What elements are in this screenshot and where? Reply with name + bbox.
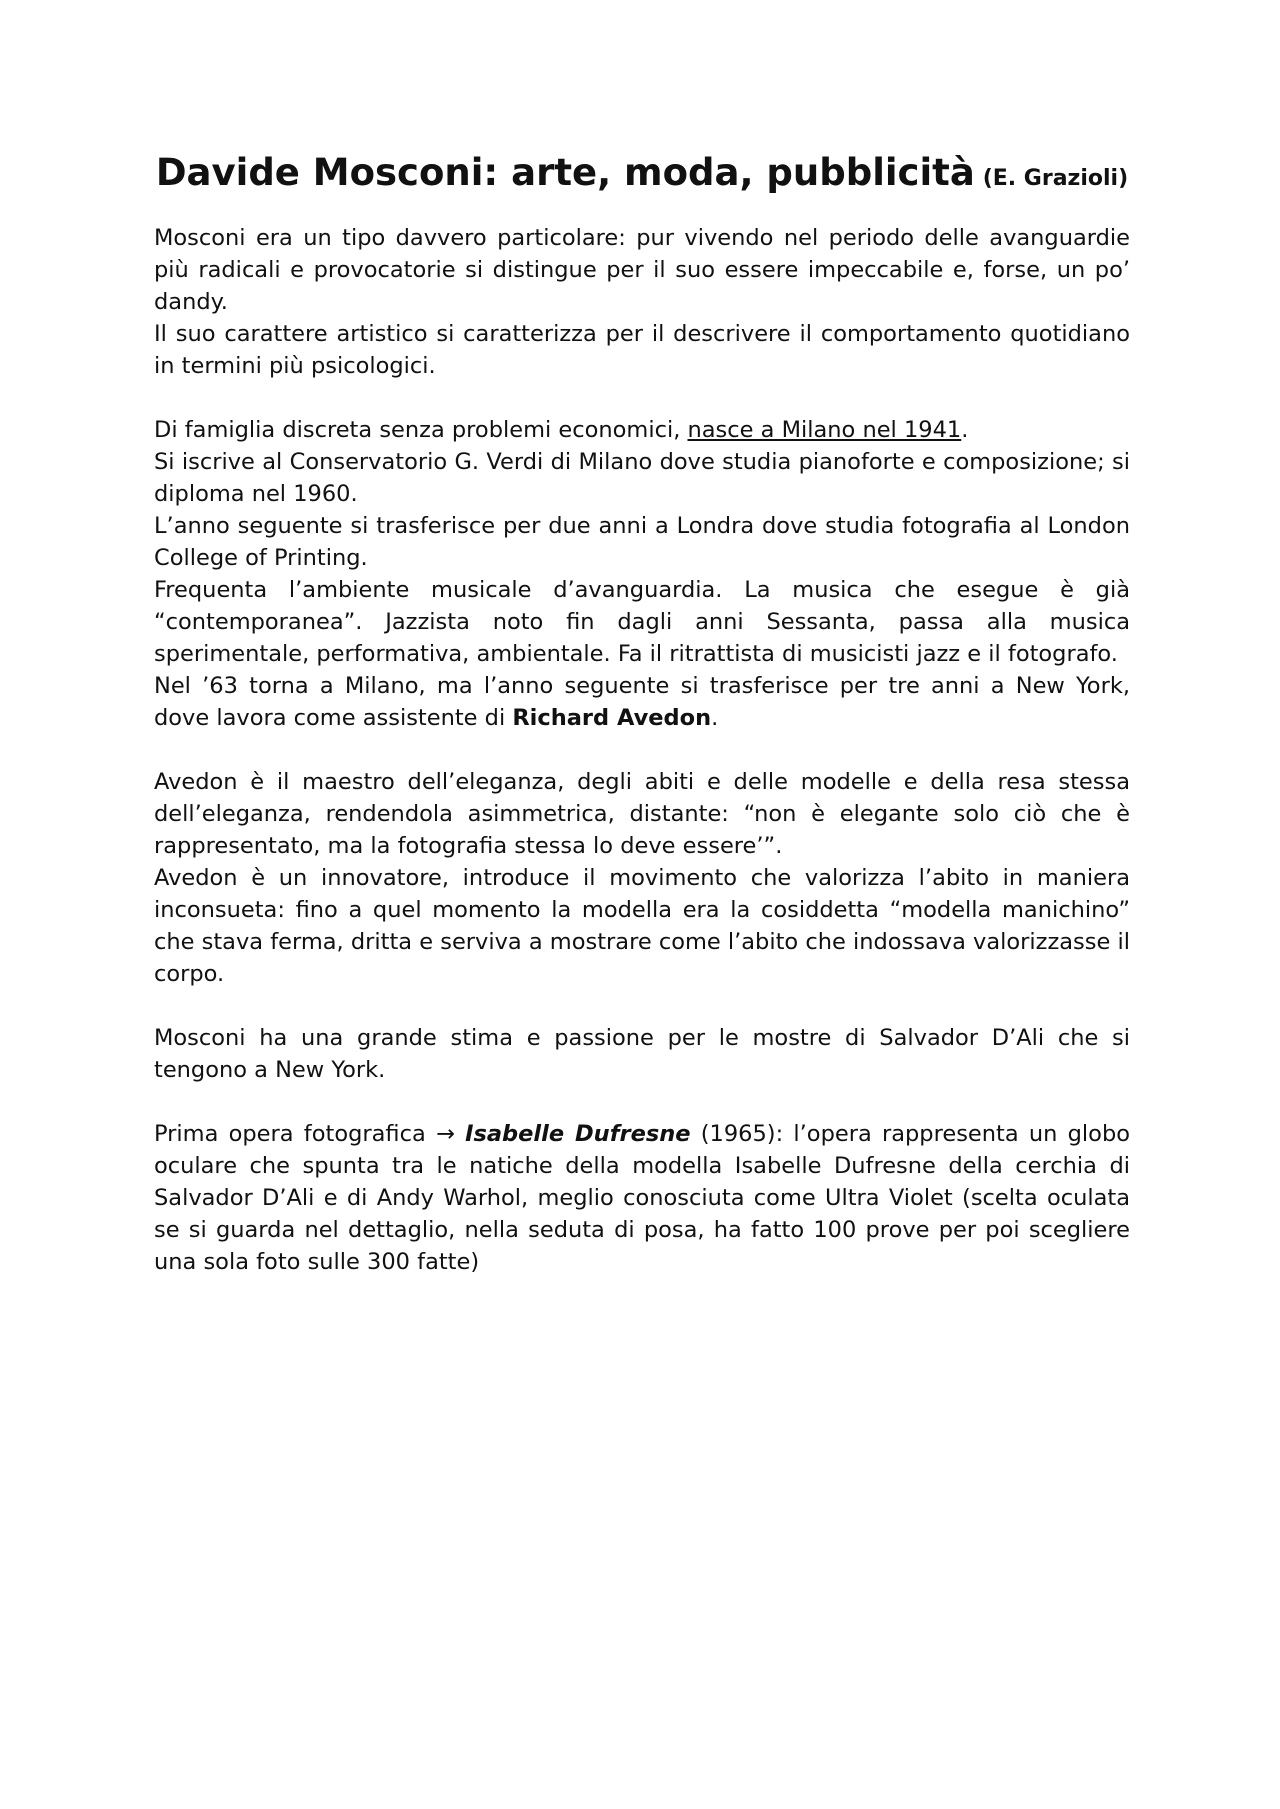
birth-end: . bbox=[961, 417, 969, 443]
paragraph-music: Frequenta l’ambiente musicale d’avanguardia. La musica che esegue è già “contemporanea”. Jazzista noto fin dagli anni Sessanta, passa alla musica sperimentale, performativa, ambientale. Fa il ritrattista di musicisti jazz e il fotografo. bbox=[154, 577, 1130, 667]
new-york-end: . bbox=[711, 705, 719, 731]
title-author: (E. Grazioli) bbox=[982, 166, 1129, 191]
paragraph-avedon-innovator: Avedon è un innovatore, introduce il movimento che valorizza l’abito in maniera inconsueta: fino a quel momento la modella era la cosiddetta “modella manichino” che stava ferma, dritta e serviva a mostrare come l’abito che indossava valorizzasse il corpo. bbox=[154, 865, 1130, 987]
avedon-name: Richard Avedon bbox=[512, 705, 712, 731]
paragraph-gap bbox=[154, 382, 1130, 414]
paragraph-birth bbox=[154, 414, 1130, 446]
paragraph-gap bbox=[154, 1086, 1130, 1118]
paragraph-new-york bbox=[154, 670, 1130, 734]
title-main: Davide Mosconi: arte, moda, pubblicità bbox=[155, 151, 975, 194]
paragraph-intro: Mosconi era un tipo davvero particolare: pur vivendo nel periodo delle avanguardie più radicali e provocatorie si distingue per il suo essere impeccabile e, forse, un po’ dandy. bbox=[154, 225, 1130, 315]
first-work-label: Prima opera fotografica → bbox=[154, 1121, 466, 1147]
paragraph-first-work bbox=[154, 1118, 1130, 1278]
document-page bbox=[154, 150, 1130, 1278]
paragraph-artistic-character: Il suo carattere artistico si caratterizza per il descrivere il comportamento quotidiano in termini più psicologici. bbox=[154, 321, 1130, 379]
work-title: Isabelle Dufresne bbox=[465, 1121, 691, 1147]
document-title bbox=[154, 150, 1130, 202]
paragraph-avedon-elegance: Avedon è il maestro dell’eleganza, degli abiti e delle modelle e della resa stessa dell’eleganza, rendendola asimmetrica, distante: “non è elegante solo ciò che è rappresentato, ma la fotografia stessa lo deve essere’”. bbox=[154, 769, 1130, 859]
new-york-text: Nel ’63 torna a Milano, ma l’anno seguente si trasferisce per tre anni a New York, dove lavora come assistente di bbox=[154, 673, 1130, 731]
birth-text: Di famiglia discreta senza problemi economici, bbox=[154, 417, 688, 443]
birth-underlined: nasce a Milano nel 1941 bbox=[687, 417, 962, 443]
paragraph-conservatory: Si iscrive al Conservatorio G. Verdi di Milano dove studia pianoforte e composizione; si diploma nel 1960. bbox=[154, 449, 1130, 507]
paragraph-gap bbox=[154, 990, 1130, 1022]
paragraph-gap bbox=[154, 734, 1130, 766]
first-work-text: (1965): l’opera rappresenta un globo oculare che spunta tra le natiche della modella Isabelle Dufresne della cerchia di Salvador D’Ali e di Andy Warhol, meglio conosciuta come Ultra Violet (scelta oculata se si guarda nel dettaglio, nella seduta di posa, ha fatto 100 prove per poi scegliere una sola foto sulle 300 fatte) bbox=[154, 1121, 1130, 1275]
paragraph-dali: Mosconi ha una grande stima e passione per le mostre di Salvador D’Ali che si tengono a New York. bbox=[154, 1025, 1130, 1083]
paragraph-london: L’anno seguente si trasferisce per due anni a Londra dove studia fotografia al London College of Printing. bbox=[154, 513, 1130, 571]
